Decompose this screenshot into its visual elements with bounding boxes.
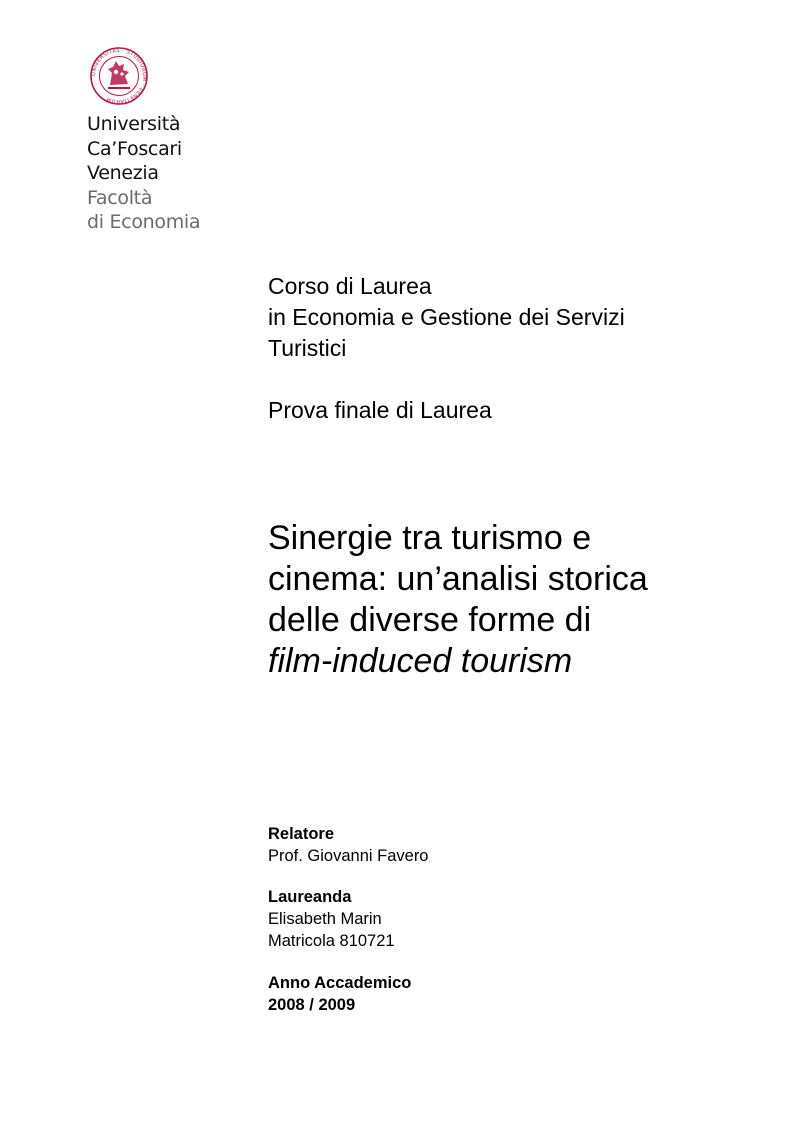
student-name: Elisabeth Marin: [268, 910, 382, 928]
thesis-title-line3: delle diverse forme di: [268, 601, 592, 639]
thesis-title-line1: Sinergie tra turismo e: [268, 519, 592, 557]
student-id: Matricola 810721: [268, 932, 395, 950]
degree-course: [268, 271, 625, 364]
university-seal-logo: [86, 47, 152, 105]
faculty-name-line1: Facoltà: [87, 186, 153, 209]
thesis-title: [268, 518, 648, 682]
student-label: Laureanda: [268, 888, 352, 906]
academic-year-block: [268, 972, 411, 1016]
university-name-line2: Ca’Foscari: [87, 137, 182, 160]
course-line3: Turistici: [268, 335, 347, 361]
seal-text: UNIVERSITAS · STUDIORUM · VENETIARUM: [90, 47, 148, 105]
supervisor-label: Relatore: [268, 825, 335, 843]
course-line2: in Economia e Gestione dei Servizi: [268, 304, 625, 330]
academic-year-label: Anno Accademico: [268, 974, 412, 992]
thesis-title-line4: film-induced tourism: [268, 642, 573, 680]
supervisor-name: Prof. Giovanni Favero: [268, 847, 429, 865]
faculty-name-line2: di Economia: [87, 211, 201, 233]
supervisor-block: [268, 823, 429, 867]
academic-year-value: 2008 / 2009: [268, 996, 356, 1014]
university-wordmark: [87, 112, 200, 235]
university-name-line1: Università: [87, 113, 181, 135]
course-line1: Corso di Laurea: [268, 273, 432, 299]
thesis-title-line2: cinema: un’analisi storica: [268, 560, 648, 598]
exam-label: Prova finale di Laurea: [268, 397, 492, 423]
student-block: [268, 886, 395, 952]
university-name-line3: Venezia: [87, 162, 159, 184]
